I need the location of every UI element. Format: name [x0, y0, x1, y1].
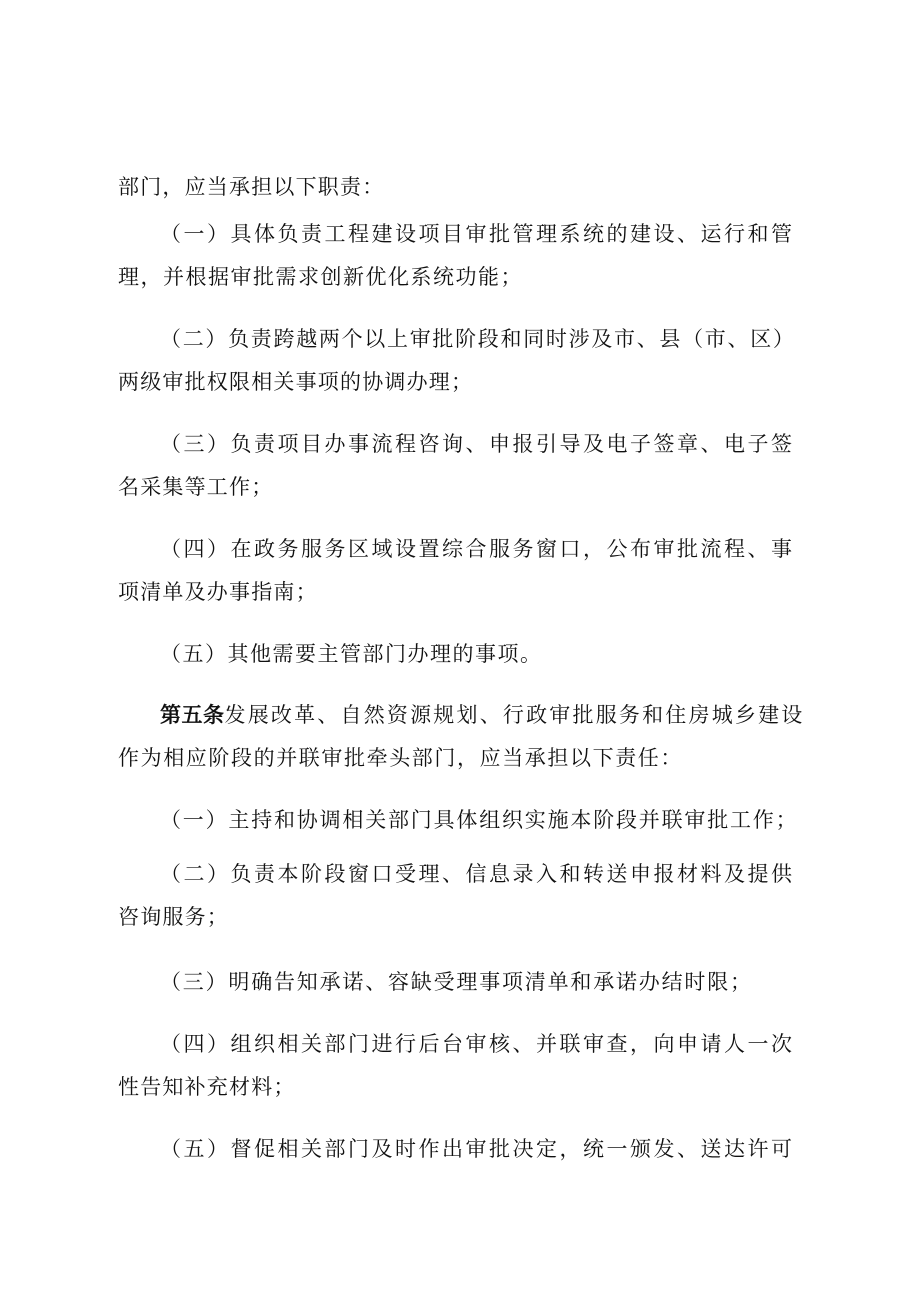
paragraph-line: 咨询服务；: [118, 905, 229, 929]
paragraph-line: （二）负责本阶段窗口受理、信息录入和转送申报材料及提供: [160, 862, 795, 886]
paragraph-line: （五）督促相关部门及时作出审批决定，统一颁发、送达许可: [160, 1137, 795, 1161]
paragraph-line: （五）其他需要主管部门办理的事项。: [160, 642, 543, 666]
paragraph-line: 理，并根据审批需求创新优化系统功能；: [118, 265, 523, 289]
paragraph-line: 项清单及办事指南；: [118, 580, 318, 604]
paragraph-line: 部门，应当承担以下职责：: [118, 175, 385, 199]
paragraph-line: 作为相应阶段的并联审批牵头部门，应当承担以下责任：: [118, 746, 683, 770]
paragraph-line: （四）在政务服务区域设置综合服务窗口，公布审批流程、事: [160, 537, 795, 561]
paragraph-line: 两级审批权限相关事项的协调办理；: [118, 370, 474, 394]
paragraph-line: （三）明确告知承诺、容缺受理事项清单和承诺办结时限；: [160, 970, 753, 994]
article-heading-line: [160, 700, 805, 730]
article-number: 第五条: [160, 703, 225, 727]
paragraph-line: （三）负责项目办事流程咨询、申报引导及电子签章、电子签: [160, 432, 795, 456]
paragraph-line: 性告知补充材料；: [118, 1075, 296, 1099]
paragraph-line: （四）组织相关部门进行后台审核、并联审查，向申请人一次: [160, 1032, 795, 1056]
article-text: 发展改革、自然资源规划、行政审批服务和住房城乡建设: [224, 703, 805, 727]
paragraph-line: （一）具体负责工程建设项目审批管理系统的建设、运行和管: [160, 222, 795, 246]
paragraph-line: （二）负责跨越两个以上审批阶段和同时涉及市、县（市、区）: [160, 327, 796, 351]
paragraph-line: 名采集等工作；: [118, 475, 274, 499]
paragraph-line: （一）主持和协调相关部门具体组织实施本阶段并联审批工作；: [160, 808, 799, 832]
